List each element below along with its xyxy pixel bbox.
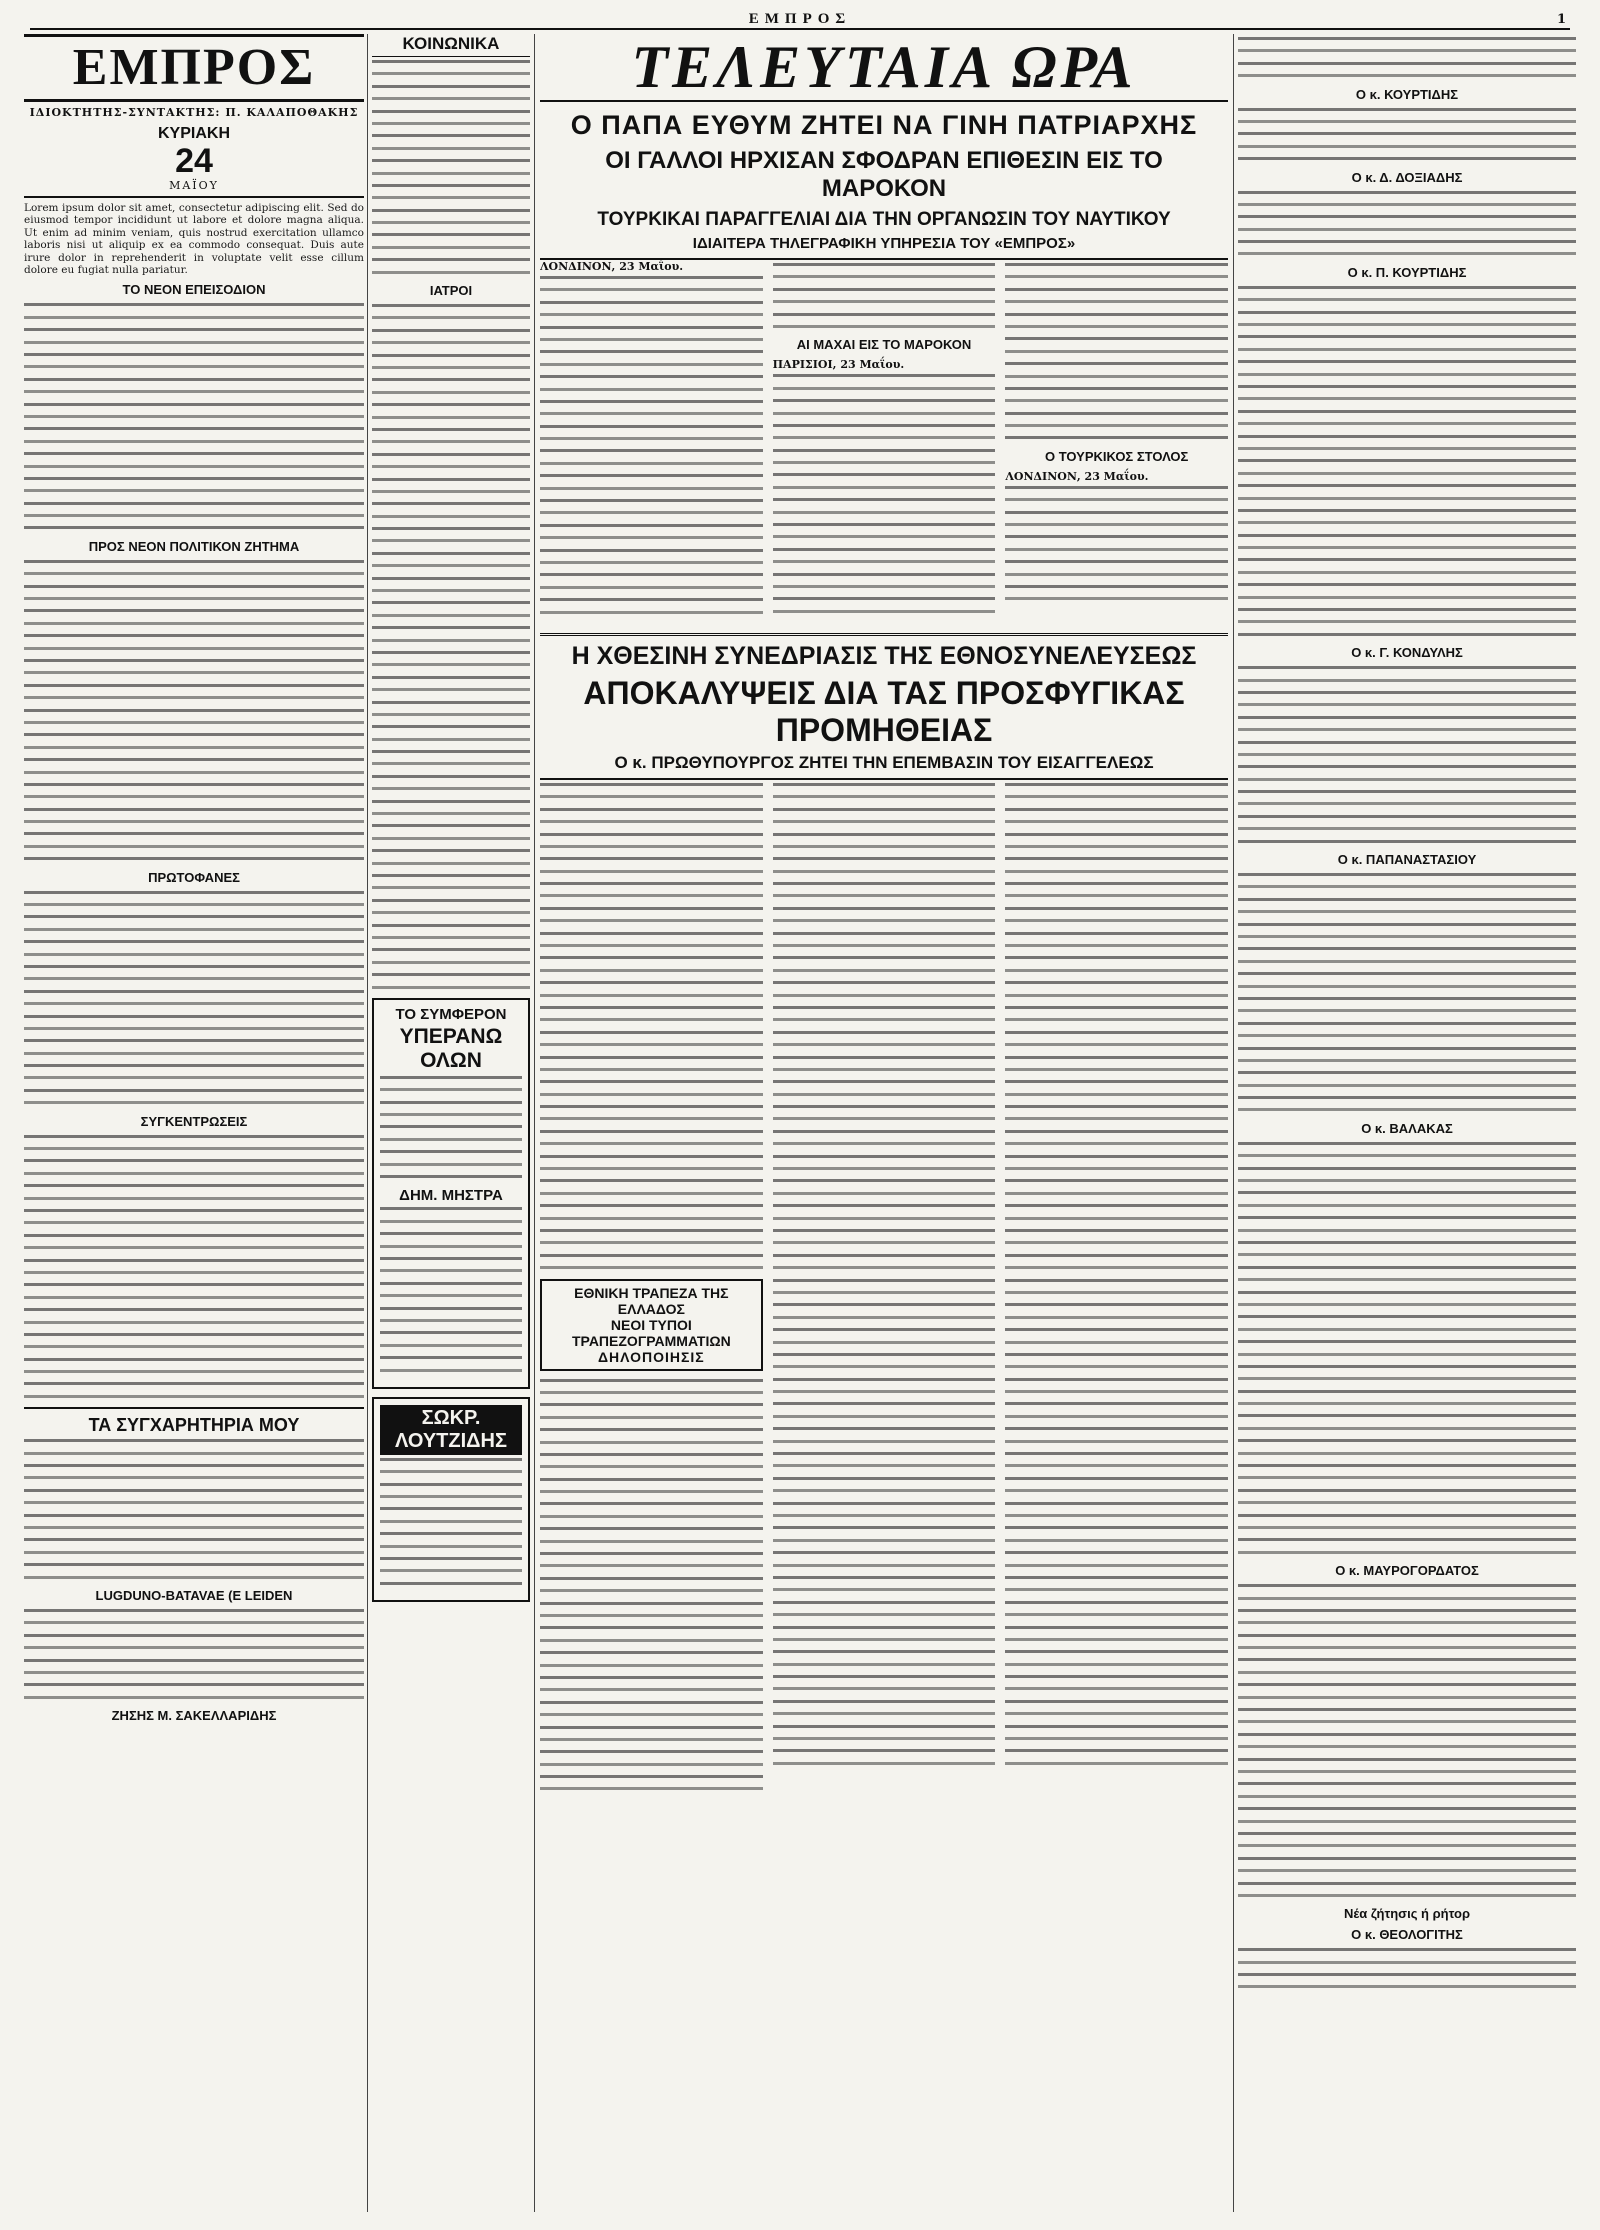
section-heading: ΣΥΓΚΕΝΤΡΩΣΕΙΣ <box>140 1113 248 1129</box>
date-block <box>24 123 364 198</box>
article-headline: Η ΧΘΕΣΙΝΗ ΣΥΝΕΔΡΙΑΣΙΣ ΤΗΣ ΕΘΝΟΣΥΝΕΛΕΥΣΕΩΣ <box>571 641 1197 670</box>
news-column <box>540 260 763 623</box>
editorial-text: Lorem ipsum dolor sit amet, consectetur adipiscing elit. Sed do eiusmod tempor incididunt ut labore et dolore magna aliqua. Ut enim ad minim veniam, quis nostrud exercitation ullamco laboris nisi ut aliquip ex ea commodo consequat. Duis aute irure dolor in reprehenderit in voluptate velit esse cillum dolore eu fugiat nulla pariatur. <box>24 202 364 277</box>
text-block <box>372 60 530 274</box>
page-number: 1 <box>1556 12 1566 27</box>
text-block <box>1238 1948 1576 1988</box>
text-block <box>1238 37 1576 77</box>
article-column <box>540 780 763 1800</box>
headline-service: ΙΔΙΑΙΤΕΡΑ ΤΗΛΕΓΡΑΦΙΚΗ ΥΠΗΡΕΣΙΑ ΤΟΥ «ΕΜΠΡΟΣ» <box>540 235 1228 260</box>
headline: ΤΟΥΡΚΙΚΑΙ ΠΑΡΑΓΓΕΛΙΑΙ ΔΙΑ ΤΗΝ ΟΡΓΑΝΩΣΙΝ ΤΟΥ ΝΑΥΤΙΚΟΥ <box>597 209 1171 230</box>
advertisement <box>372 1397 530 1602</box>
center-columns <box>540 34 1228 2212</box>
signature: ΖΗΣΗΣ Μ. ΣΑΚΕΛΛΑΡΙΔΗΣ <box>111 1708 277 1724</box>
news-column <box>773 260 996 623</box>
assembly-article <box>540 633 1228 1800</box>
text-block <box>1238 1584 1576 1897</box>
director-line: ΙΔΙΟΚΤΗΤΗΣ-ΣΥΝΤΑΚΤΗΣ: Π. ΚΑΛΑΠΟΘΑΚΗΣ <box>29 106 359 119</box>
column-rule <box>367 34 368 2212</box>
section-heading: ΤΟ ΝΕΟΝ ΕΠΕΙΣΟΔΙΟΝ <box>122 282 266 298</box>
text-block <box>24 1135 364 1398</box>
section-heading: Νέα ζήτησις ή ρήτορ <box>1343 1906 1471 1922</box>
headline: ΟΙ ΓΑΛΛΟΙ ΗΡΧΙΣΑΝ ΣΦΟΔΡΑΝ ΕΠΙΘΕΣΙΝ ΕΙΣ ΤΟ ΜΑΡΟΚΟΝ <box>605 147 1163 202</box>
social-heading: ΚΟΙΝΩΝΙΚΑ <box>372 34 530 57</box>
text-block <box>1238 286 1576 636</box>
banner-headline: ΤΕΛΕΥΤΑΙΑ ΩΡΑ <box>540 34 1228 102</box>
text-block <box>1238 666 1576 842</box>
speaker-name: Ο κ. ΘΕΟΛΟΓΙΤΗΣ <box>1351 1927 1463 1943</box>
ad-text <box>380 1458 522 1585</box>
right-column <box>1238 34 1576 2212</box>
ad-headline: ΤΟ ΣΥΜΦΕΡΟΝ <box>395 1005 507 1023</box>
section-heading: ΑΙ ΜΑΧΑΙ ΕΙΣ ΤΟ ΜΑΡΟΚΟΝ <box>796 337 972 353</box>
text-block <box>540 276 763 614</box>
text-block <box>1005 263 1228 439</box>
text-block <box>1005 486 1228 601</box>
bank-name: ΕΘΝΙΚΗ ΤΡΑΠΕΖΑ ΤΗΣ ΕΛΛΑΔΟΣ <box>574 1284 729 1317</box>
speaker-name: Ο κ. ΠΑΠΑΝΑΣΤΑΣΙΟΥ <box>1337 852 1477 868</box>
section-heading: ΠΡΟΣ ΝΕΟΝ ΠΟΛΙΤΙΚΟΝ ΖΗΤΗΜΑ <box>88 538 300 554</box>
news-column <box>1005 260 1228 623</box>
text-block <box>372 304 530 988</box>
dateline: ΠΑΡΙΣΙΟΙ, 23 Μαΐου. <box>772 358 905 372</box>
social-column <box>372 34 530 2212</box>
text-block <box>540 783 763 1269</box>
speaker-name: Ο κ. ΚΟΥΡΤΙΔΗΣ <box>1355 86 1459 102</box>
speaker-name: Ο κ. Γ. ΚΟΝΔΥΛΗΣ <box>1351 645 1463 661</box>
bank-notice-title: ΔΗΛΟΠΟΙΗΣΙΣ <box>597 1348 705 1365</box>
text-block <box>1238 108 1576 161</box>
ad-text <box>380 1076 522 1178</box>
article-column <box>1005 780 1228 1800</box>
bank-subtitle: ΝΕΟΙ ΤΥΠΟΙ ΤΡΑΠΕΖΟΓΡΑΜΜΑΤΙΩΝ <box>571 1316 731 1349</box>
left-column <box>24 34 364 2212</box>
headline: Ο ΠΑΠΑ ΕΥΘΥΜ ΖΗΤΕΙ ΝΑ ΓΙΝΗ ΠΑΤΡΙΑΡΧΗΣ <box>570 110 1198 140</box>
text-block <box>24 1439 364 1578</box>
section-heading: Ο ΤΟΥΡΚΙΚΟΣ ΣΤΟΛΟΣ <box>1045 448 1189 464</box>
column-rule <box>534 34 535 2212</box>
weekday: ΚΥΡΙΑΚΗ <box>157 125 230 142</box>
text-block <box>1238 191 1576 256</box>
article-columns <box>540 780 1228 1800</box>
running-paper-name: ΕΜΠΡΟΣ <box>748 11 852 27</box>
text-block <box>24 560 364 860</box>
bank-notice <box>540 1279 763 1371</box>
speaker-name: Ο κ. Δ. ΔΟΞΙΑΔΗΣ <box>1351 169 1463 185</box>
article-headline-large: ΑΠΟΚΑΛΥΨΕΙΣ ΔΙΑ ΤΑΣ ΠΡΟΣΦΥΓΙΚΑΣ ΠΡΟΜΗΘΕΙΑΣ <box>583 674 1185 748</box>
day-number: 24 <box>175 142 213 180</box>
top-running-header <box>30 8 1570 30</box>
text-block <box>24 1609 364 1699</box>
ad-text <box>380 1207 522 1371</box>
article-column <box>773 780 996 1800</box>
ad-headline-large: ΥΠΕΡΑΝΩ ΟΛΩΝ <box>399 1024 503 1072</box>
doctors-heading: ΙΑΤΡΟΙ <box>429 283 473 299</box>
news-columns <box>540 260 1228 623</box>
text-block <box>540 1379 763 1791</box>
column-rule <box>1233 34 1234 2212</box>
ad-merchant: ΣΩΚΡ. ΛΟΥΤΖΙΔΗΣ <box>380 1405 522 1455</box>
masthead: ΕΜΠΡΟΣ <box>24 34 364 102</box>
ad-merchant: ΔΗΜ. ΜΗΣΤΡΑ <box>399 1187 503 1205</box>
text-block <box>773 783 996 1765</box>
text-block <box>24 303 364 529</box>
text-block <box>1238 873 1576 1111</box>
advertisement <box>372 998 530 1389</box>
speaker-name: Ο κ. ΜΑΥΡΟΓΟΡΔΑΤΟΣ <box>1335 1563 1479 1579</box>
text-block <box>24 891 364 1105</box>
dateline: ΛΟΝΔΙΝΟΝ, 23 Μαΐου. <box>1005 469 1149 483</box>
congratulations-heading: ΤΑ ΣΥΓΧΑΡΗΤΗΡΙΑ ΜΟΥ <box>24 1407 364 1436</box>
month: ΜΑΪΟΥ <box>169 179 219 192</box>
text-block <box>1005 783 1228 1765</box>
text-block <box>1238 1142 1576 1554</box>
section-heading: ΠΡΩΤΟΦΑΝΕΣ <box>148 869 240 885</box>
speaker-name: Ο κ. ΒΑΛΑΚΑΣ <box>1361 1120 1453 1136</box>
article-subheadline: Ο κ. ΠΡΩΘΥΠΟΥΡΓΟΣ ΖΗΤΕΙ ΤΗΝ ΕΠΕΜΒΑΣΙΝ ΤΟΥ ΕΙΣΑΓΓΕΛΕΩΣ <box>540 753 1228 780</box>
speaker-name: Ο κ. Π. ΚΟΥΡΤΙΔΗΣ <box>1347 264 1467 280</box>
dateline: ΛΟΝΔΙΝΟΝ, 23 Μαΐου. <box>540 260 684 273</box>
text-block <box>773 263 996 328</box>
latin-name: LUGDUNO-BATAVAE (E LEIDEN <box>95 1587 293 1603</box>
text-block <box>773 374 996 612</box>
